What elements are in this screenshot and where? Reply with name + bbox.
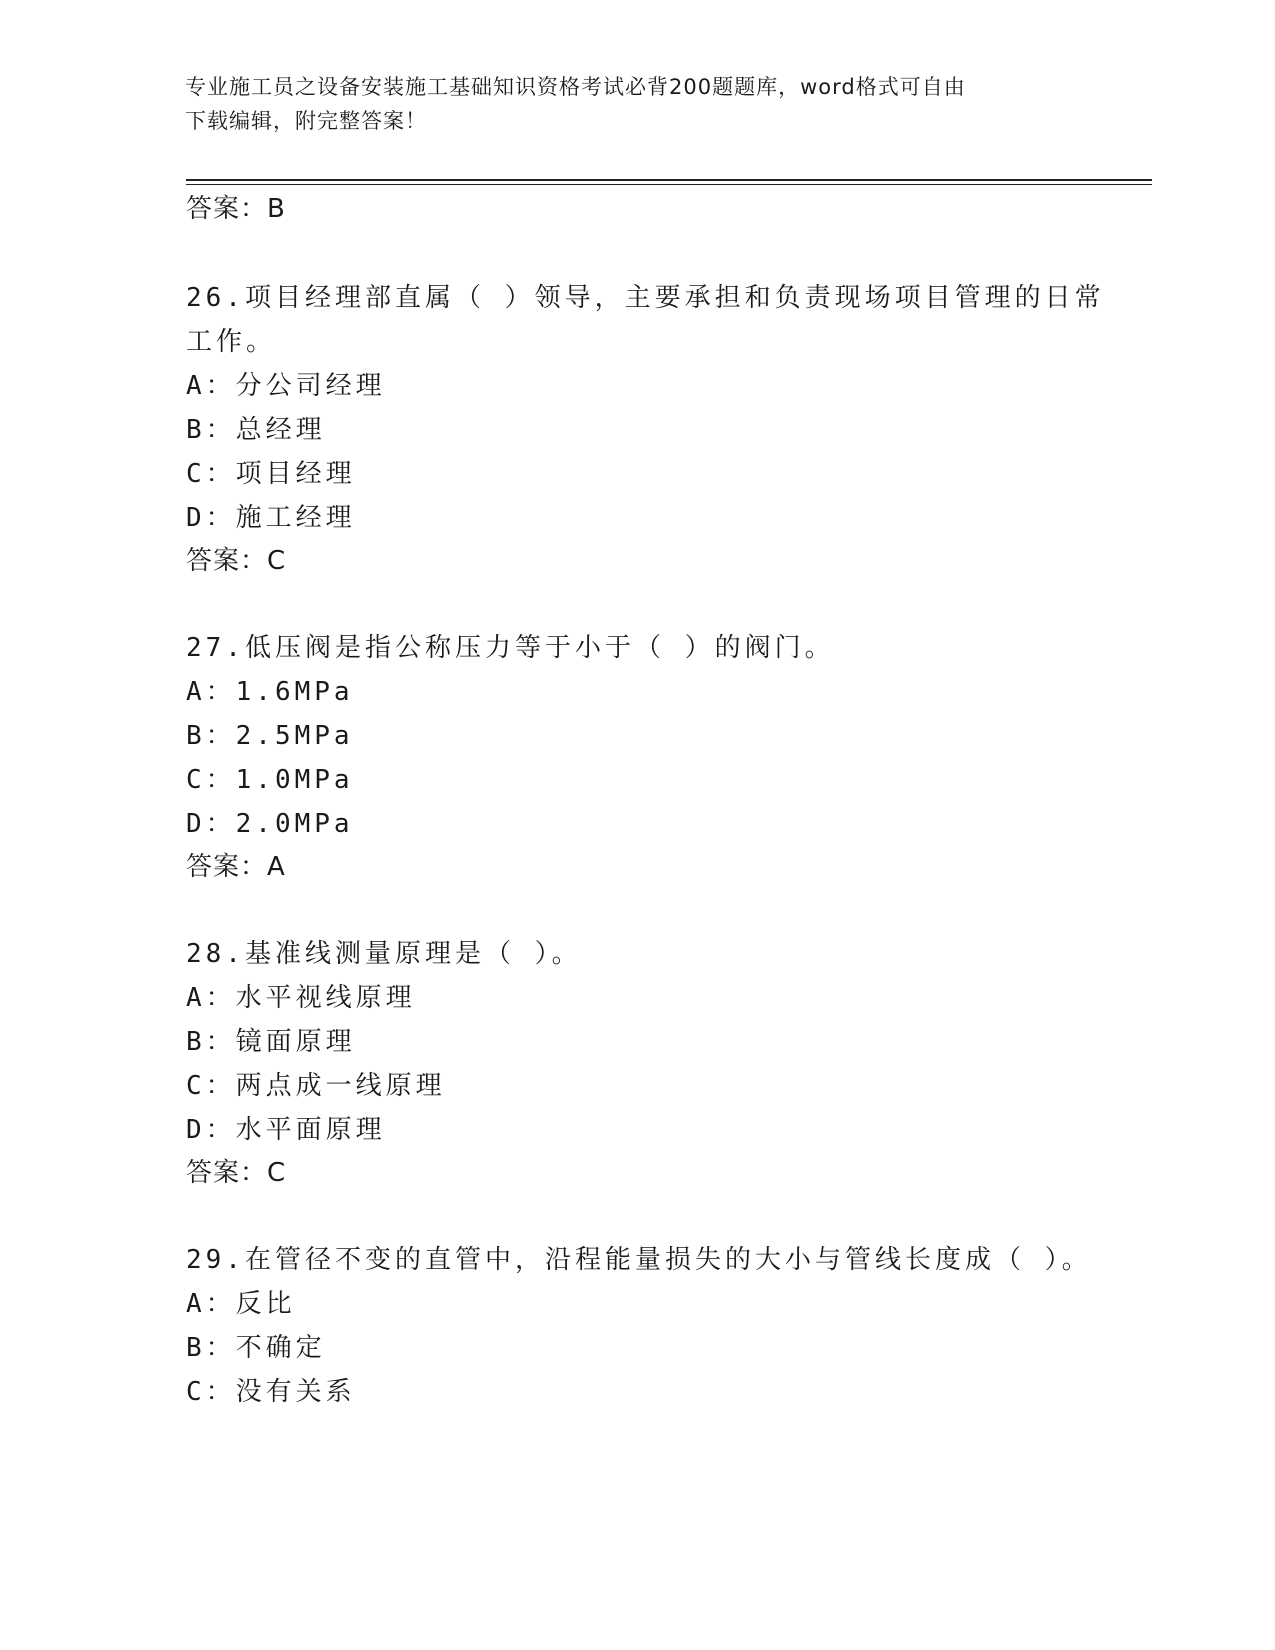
option-c: C：两点成一线原理 [186,1071,446,1101]
question-stem-continued: 工作。 [186,327,277,357]
option-a: A：水平视线原理 [186,983,416,1013]
option-c: C：没有关系 [186,1377,356,1407]
previous-answer: 答案：B [186,194,286,224]
document-header [185,70,1065,138]
question-stem: 29.在管径不变的直管中，沿程能量损失的大小与管线长度成（ ）。 [186,1245,1092,1275]
question-stem: 26.项目经理部直属（ ）领导，主要承担和负责现场项目管理的日常 [186,283,1105,313]
question-stem: 27.低压阀是指公称压力等于小于（ ）的阀门。 [186,633,835,663]
option-c: C：项目经理 [186,459,356,489]
option-b: B：不确定 [186,1333,326,1363]
header-line-1: 专业施工员之设备安装施工基础知识资格考试必背200题题库，word格式可自由 [185,75,966,99]
answer: 答案：C [186,546,287,576]
option-a: A：反比 [186,1289,296,1319]
option-d: D：施工经理 [186,503,356,533]
header-line-2: 下载编辑，附完整答案！ [185,109,427,133]
option-a: A：1.6MPa [186,677,354,707]
option-b: B：2.5MPa [186,721,354,751]
option-b: B：镜面原理 [186,1027,356,1057]
option-c: C：1.0MPa [186,765,354,795]
header-divider [186,179,1152,181]
question-stem: 28.基准线测量原理是（ ）。 [186,939,582,969]
header-divider-thin [186,184,1152,185]
option-d: D：水平面原理 [186,1115,386,1145]
option-a: A：分公司经理 [186,371,386,401]
option-d: D：2.0MPa [186,809,354,839]
answer: 答案：C [186,1158,287,1188]
option-b: B：总经理 [186,415,326,445]
answer: 答案：A [186,852,286,882]
